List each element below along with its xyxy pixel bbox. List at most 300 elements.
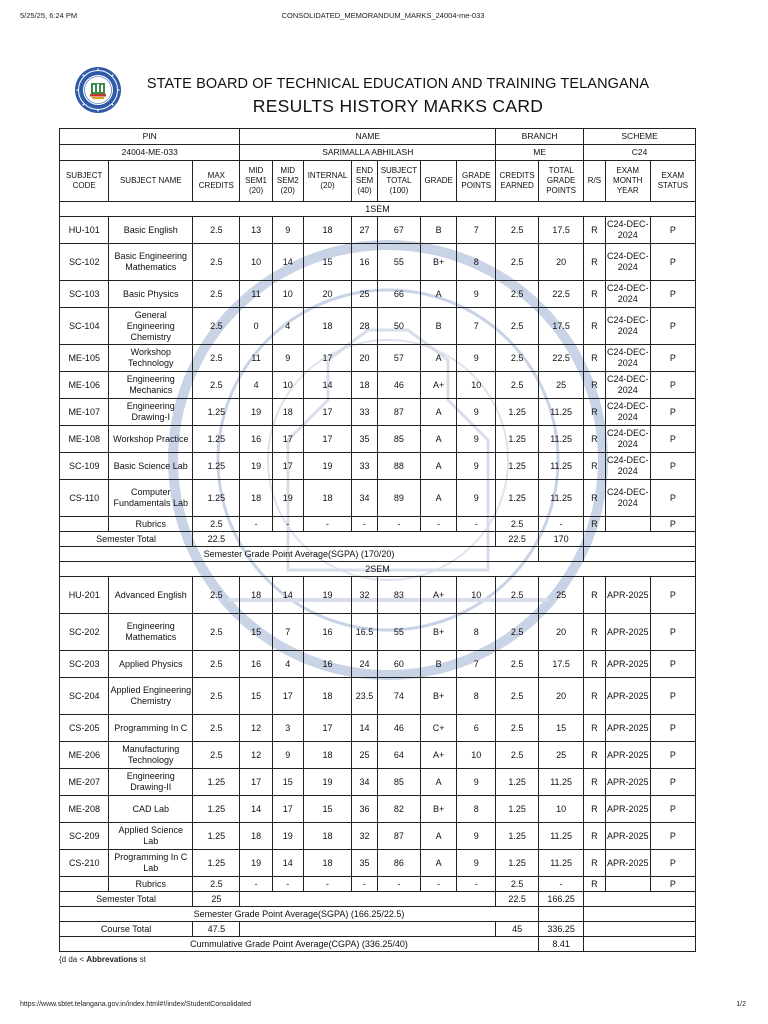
subject-row [60,769,696,796]
table-cell: SC-209 [60,823,109,850]
table-cell: 7 [457,651,496,678]
table-cell: A [420,281,457,308]
table-cell: R [584,823,605,850]
table-cell: A [420,426,457,453]
empty-cell [584,547,696,562]
column-header: EXAM MONTH YEAR [605,161,650,202]
table-cell: Engineering Drawing-II [109,769,193,796]
table-cell: 57 [377,345,420,372]
table-cell: 64 [377,742,420,769]
table-cell: APR-2025 [605,577,650,614]
table-cell: 2.5 [496,614,539,651]
table-cell: 16 [240,651,272,678]
table-cell: SC-204 [60,678,109,715]
table-cell: 12 [240,715,272,742]
table-cell: 16 [352,244,378,281]
table-cell: HU-201 [60,577,109,614]
table-cell: - [539,877,584,892]
empty-cell [584,532,696,547]
table-cell: A [420,823,457,850]
table-cell: HU-101 [60,217,109,244]
table-cell: P [650,217,695,244]
table-cell: 1.25 [496,769,539,796]
table-cell: R [584,517,605,532]
table-cell: A [420,453,457,480]
semester-total-credits-earned: 22.5 [496,892,539,907]
semester-total-max-credits: 22.5 [193,532,240,547]
table-cell: 15 [240,678,272,715]
table-cell: 2.5 [496,715,539,742]
page-url: https://www.sbtet.telangana.gov.in/index.html#!/index/StudentConsolidated [20,1001,252,1008]
table-cell: 19 [240,850,272,877]
course-total-grade-points: 336.25 [539,922,584,937]
table-cell: 89 [377,480,420,517]
table-cell: 1.25 [193,399,240,426]
table-cell: 17 [303,426,351,453]
table-cell: CS-110 [60,480,109,517]
table-cell: R [584,742,605,769]
table-cell: 11.25 [539,850,584,877]
page-number: 1/2 [736,1001,746,1008]
table-cell: 2.5 [193,577,240,614]
sgpa-value [539,907,584,922]
table-cell: Applied Science Lab [109,823,193,850]
abbreviations-note [59,955,146,964]
table-cell: SC-102 [60,244,109,281]
column-header: SUBJECT NAME [109,161,193,202]
table-cell: 4 [272,651,303,678]
table-cell: 18 [303,678,351,715]
table-cell: 14 [272,850,303,877]
table-cell: Programming In C Lab [109,850,193,877]
column-header: GRADE [420,161,457,202]
subject-row [60,281,696,308]
table-cell: R [584,678,605,715]
table-cell: 9 [457,769,496,796]
sgpa-label: Semester Grade Point Average(SGPA) (170/20) [60,547,539,562]
table-cell: APR-2025 [605,614,650,651]
table-cell: 2.5 [496,244,539,281]
table-cell: 36 [352,796,378,823]
table-cell: 8 [457,614,496,651]
table-cell: A [420,850,457,877]
table-cell [605,517,650,532]
table-cell: 46 [377,715,420,742]
table-cell: APR-2025 [605,651,650,678]
table-cell: C24-DEC-2024 [605,281,650,308]
table-cell: 35 [352,426,378,453]
semester-title-row [60,562,696,577]
table-cell: P [650,796,695,823]
table-cell: B [420,217,457,244]
branch-value: ME [496,145,584,161]
table-cell: 9 [272,345,303,372]
subject-row [60,742,696,769]
table-cell: 25 [352,281,378,308]
table-cell: R [584,796,605,823]
table-cell: R [584,244,605,281]
table-cell: 19 [303,769,351,796]
table-cell: R [584,308,605,345]
table-cell: 10 [539,796,584,823]
table-cell: C24-DEC-2024 [605,399,650,426]
table-cell: 74 [377,678,420,715]
table-cell: 18 [240,823,272,850]
abbreviations-label: Abbrevations [86,955,138,964]
semester-total-label: Semester Total [60,532,193,547]
table-cell: 34 [352,480,378,517]
table-cell: B [420,651,457,678]
table-cell: Manufacturing Technology [109,742,193,769]
column-header: MAX CREDITS [193,161,240,202]
table-cell: 17 [303,345,351,372]
table-cell: P [650,517,695,532]
table-cell: 9 [457,850,496,877]
name-header: NAME [240,129,496,145]
table-cell: SC-109 [60,453,109,480]
table-cell: Rubrics [109,517,193,532]
table-cell: Computer Fundamentals Lab [109,480,193,517]
table-cell: 60 [377,651,420,678]
table-cell: - [352,877,378,892]
table-cell: 0 [240,308,272,345]
subject-row [60,715,696,742]
table-cell: 1.25 [496,850,539,877]
table-cell: 27 [352,217,378,244]
table-cell: 1.25 [193,796,240,823]
table-cell: R [584,850,605,877]
table-cell: 1.25 [193,453,240,480]
table-cell: C24-DEC-2024 [605,308,650,345]
table-cell: 19 [240,453,272,480]
table-cell: 9 [457,281,496,308]
table-cell: 20 [539,244,584,281]
table-cell: Basic Engineering Mathematics [109,244,193,281]
table-cell: P [650,426,695,453]
table-cell: 2.5 [193,244,240,281]
table-cell: 22.5 [539,281,584,308]
table-cell: 18 [303,742,351,769]
table-cell: P [650,651,695,678]
table-cell: Engineering Mathematics [109,614,193,651]
table-cell: 50 [377,308,420,345]
table-cell: P [650,823,695,850]
table-cell: P [650,345,695,372]
course-total-max-credits: 47.5 [193,922,240,937]
table-cell: P [650,850,695,877]
table-cell: 35 [352,850,378,877]
table-cell: 8 [457,244,496,281]
table-cell: - [377,877,420,892]
table-cell: 25 [539,742,584,769]
table-cell: 14 [303,372,351,399]
table-cell: 85 [377,769,420,796]
table-cell: Engineering Drawing-I [109,399,193,426]
table-cell: APR-2025 [605,742,650,769]
table-cell: 11.25 [539,453,584,480]
table-cell: 9 [272,742,303,769]
table-cell: B+ [420,614,457,651]
table-cell: B [420,308,457,345]
student-name-value: SARIMALLA ABHILASH [240,145,496,161]
subject-row [60,308,696,345]
column-header: EXAM STATUS [650,161,695,202]
table-cell: 18 [303,823,351,850]
table-cell: C24-DEC-2024 [605,480,650,517]
table-cell: R [584,877,605,892]
column-header-row [60,161,696,202]
semester-total-credits-earned: 22.5 [496,532,539,547]
table-cell: R [584,372,605,399]
table-cell: 10 [240,244,272,281]
table-cell: 17 [240,769,272,796]
table-cell: 22.5 [539,345,584,372]
semester-total-grade-points: 170 [539,532,584,547]
table-cell: - [352,517,378,532]
table-cell: 86 [377,850,420,877]
table-cell: 16 [303,651,351,678]
subject-row [60,453,696,480]
sgpa-value [539,547,584,562]
table-cell: 14 [272,244,303,281]
course-total-credits-earned: 45 [496,922,539,937]
table-cell: 7 [457,217,496,244]
table-cell: P [650,281,695,308]
table-cell: P [650,308,695,345]
table-cell: 9 [457,480,496,517]
cgpa-row [60,937,696,952]
table-cell: 18 [303,217,351,244]
semester-total-row [60,892,696,907]
table-cell: 15 [303,796,351,823]
table-cell: 2.5 [193,345,240,372]
table-cell: R [584,651,605,678]
table-cell: Basic English [109,217,193,244]
table-cell: 2.5 [193,308,240,345]
student-info-row [60,145,696,161]
semester-title: 2SEM [60,562,696,577]
table-cell: - [240,877,272,892]
table-cell: 9 [457,453,496,480]
table-cell: CS-205 [60,715,109,742]
print-footer [20,1001,746,1013]
abbrev-suffix: st [137,955,146,964]
table-cell: 11.25 [539,399,584,426]
course-total-row [60,922,696,937]
table-cell [60,877,109,892]
empty-cell [584,937,696,952]
table-cell: 18 [303,850,351,877]
table-cell: 2.5 [193,217,240,244]
pin-value: 24004-ME-033 [60,145,240,161]
subject-row [60,850,696,877]
table-cell: R [584,345,605,372]
scheme-value: C24 [584,145,696,161]
table-cell: SC-203 [60,651,109,678]
scheme-header: SCHEME [584,129,696,145]
table-cell: 16.5 [352,614,378,651]
table-cell: - [272,877,303,892]
table-cell: B+ [420,244,457,281]
table-cell: 18 [240,577,272,614]
table-cell: - [420,877,457,892]
subject-row [60,426,696,453]
table-cell: P [650,769,695,796]
cgpa-value: 8.41 [539,937,584,952]
table-cell: 33 [352,399,378,426]
table-cell: 18 [303,308,351,345]
table-cell: 1.25 [193,769,240,796]
print-doc-title: CONSOLIDATED_MEMORANDUM_MARKS_24004-me-033 [281,11,485,20]
table-cell: 9 [457,426,496,453]
table-cell: 4 [272,308,303,345]
table-cell: 19 [240,399,272,426]
table-cell: General Engineering Chemistry [109,308,193,345]
table-cell [605,877,650,892]
table-cell: 2.5 [193,372,240,399]
table-cell: 25 [539,577,584,614]
table-cell: 2.5 [496,742,539,769]
subject-row [60,577,696,614]
table-cell: 2.5 [496,372,539,399]
table-cell: 14 [352,715,378,742]
table-cell: R [584,217,605,244]
table-cell: 66 [377,281,420,308]
table-cell: 34 [352,769,378,796]
student-info-header-row [60,129,696,145]
column-header: MID SEM2 (20) [272,161,303,202]
table-cell: 1.25 [496,823,539,850]
table-cell: 23.5 [352,678,378,715]
table-cell: 14 [272,577,303,614]
table-cell: A [420,480,457,517]
table-cell: 15 [272,769,303,796]
table-cell: P [650,244,695,281]
table-cell: R [584,614,605,651]
table-cell: 8 [457,678,496,715]
table-cell: A+ [420,372,457,399]
table-cell: 14 [240,796,272,823]
table-cell: C24-DEC-2024 [605,217,650,244]
subject-row [60,345,696,372]
subject-row [60,678,696,715]
subject-row [60,651,696,678]
table-cell: B+ [420,678,457,715]
table-cell: 2.5 [496,308,539,345]
table-cell: 67 [377,217,420,244]
table-cell: 10 [457,372,496,399]
table-cell: 1.25 [496,453,539,480]
table-cell: 55 [377,244,420,281]
table-cell: C24-DEC-2024 [605,453,650,480]
subject-row [60,372,696,399]
table-cell: 9 [457,399,496,426]
empty-cell [240,892,496,907]
table-cell: 1.25 [496,796,539,823]
table-cell: 17 [272,453,303,480]
table-cell: 19 [303,453,351,480]
table-cell: 1.25 [193,850,240,877]
table-cell: 20 [303,281,351,308]
empty-cell [240,532,496,547]
table-cell: APR-2025 [605,769,650,796]
table-cell: R [584,426,605,453]
table-cell: 2.5 [193,614,240,651]
table-cell: - [303,877,351,892]
table-cell: 20 [539,678,584,715]
table-cell: ME-105 [60,345,109,372]
table-cell: 2.5 [193,651,240,678]
course-total-label: Course Total [60,922,193,937]
table-cell: R [584,715,605,742]
table-cell: 18 [272,399,303,426]
sgpa-row [60,907,696,922]
table-cell: 9 [272,217,303,244]
table-cell: 24 [352,651,378,678]
table-cell: 15 [303,244,351,281]
table-cell: A [420,769,457,796]
table-cell: 87 [377,823,420,850]
table-cell: C+ [420,715,457,742]
table-cell: 20 [539,614,584,651]
table-cell: Workshop Technology [109,345,193,372]
table-cell: APR-2025 [605,796,650,823]
table-cell: P [650,577,695,614]
table-cell: 17 [272,678,303,715]
table-cell: 2.5 [193,517,240,532]
table-cell: C24-DEC-2024 [605,345,650,372]
column-header: END SEM (40) [352,161,378,202]
table-cell: 6 [457,715,496,742]
semester-total-max-credits: 25 [193,892,240,907]
table-cell: R [584,577,605,614]
sgpa-row [60,547,696,562]
table-cell: - [457,517,496,532]
table-cell: Rubrics [109,877,193,892]
table-cell: 11.25 [539,769,584,796]
abbrev-prefix: {d da < [59,955,87,964]
table-cell [60,517,109,532]
table-cell: R [584,399,605,426]
column-header: SUBJECT TOTAL (100) [377,161,420,202]
subject-row [60,796,696,823]
table-cell: SC-202 [60,614,109,651]
table-cell: 11 [240,345,272,372]
table-cell: Applied Engineering Chemistry [109,678,193,715]
table-cell: - [420,517,457,532]
table-cell: APR-2025 [605,715,650,742]
table-cell: 2.5 [193,742,240,769]
table-cell: 88 [377,453,420,480]
print-header [20,11,746,23]
semester-total-grade-points: 166.25 [539,892,584,907]
table-cell: 11.25 [539,426,584,453]
table-cell: 11.25 [539,823,584,850]
marks-card-table [59,128,696,952]
empty-cell [584,907,696,922]
board-title: STATE BOARD OF TECHNICAL EDUCATION AND TRAINING TELANGANA [146,76,650,92]
table-cell: 1.25 [496,426,539,453]
table-cell: 2.5 [193,678,240,715]
table-cell: 83 [377,577,420,614]
print-date: 5/25/25, 6:24 PM [20,11,78,20]
table-cell: 9 [457,345,496,372]
table-cell: ME-208 [60,796,109,823]
table-cell: SC-104 [60,308,109,345]
table-cell: 1.25 [193,480,240,517]
table-cell: 1.25 [193,426,240,453]
table-cell: 2.5 [193,715,240,742]
